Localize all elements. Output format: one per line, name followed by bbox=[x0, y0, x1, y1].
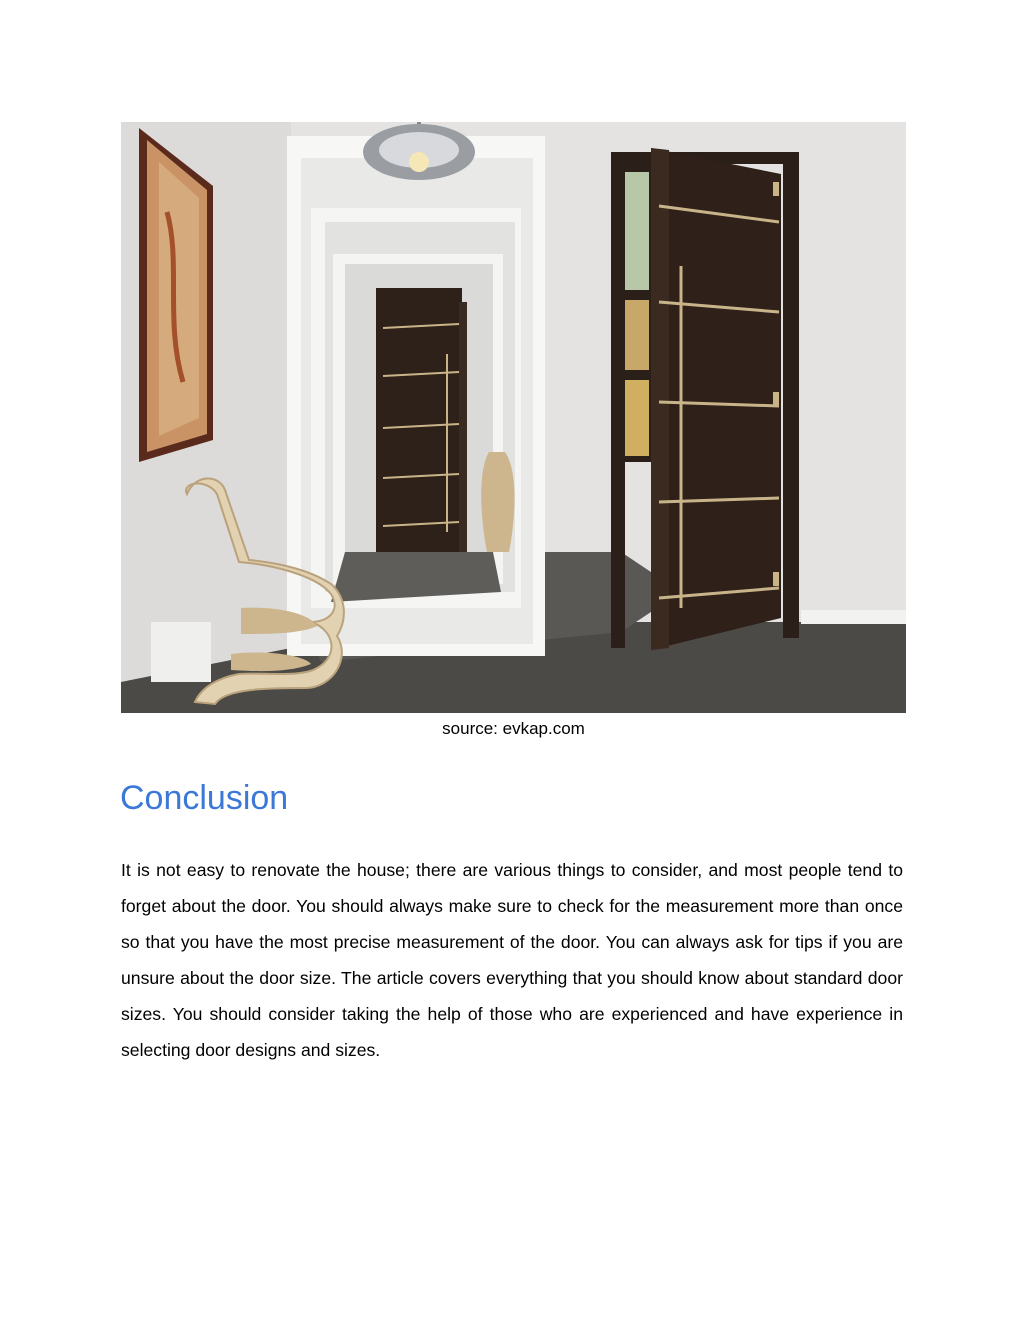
section-heading: Conclusion bbox=[120, 779, 289, 817]
image-caption: source: evkap.com bbox=[442, 719, 585, 738]
conclusion-paragraph: It is not easy to renovate the house; there are various things to consider, and most people tend to forget about the door. You should always make sure to check for the measurement more than once so that you have the most precise measurement of the door. You can always ask for tips if you are unsure about the door size. The article covers everything that you should know about standard door sizes. You should consider taking the help of those who are experienced and have experience in selecting door designs and sizes. bbox=[121, 860, 903, 1060]
hallway-door-photo bbox=[121, 122, 906, 713]
hallway-door-illustration bbox=[121, 122, 906, 713]
